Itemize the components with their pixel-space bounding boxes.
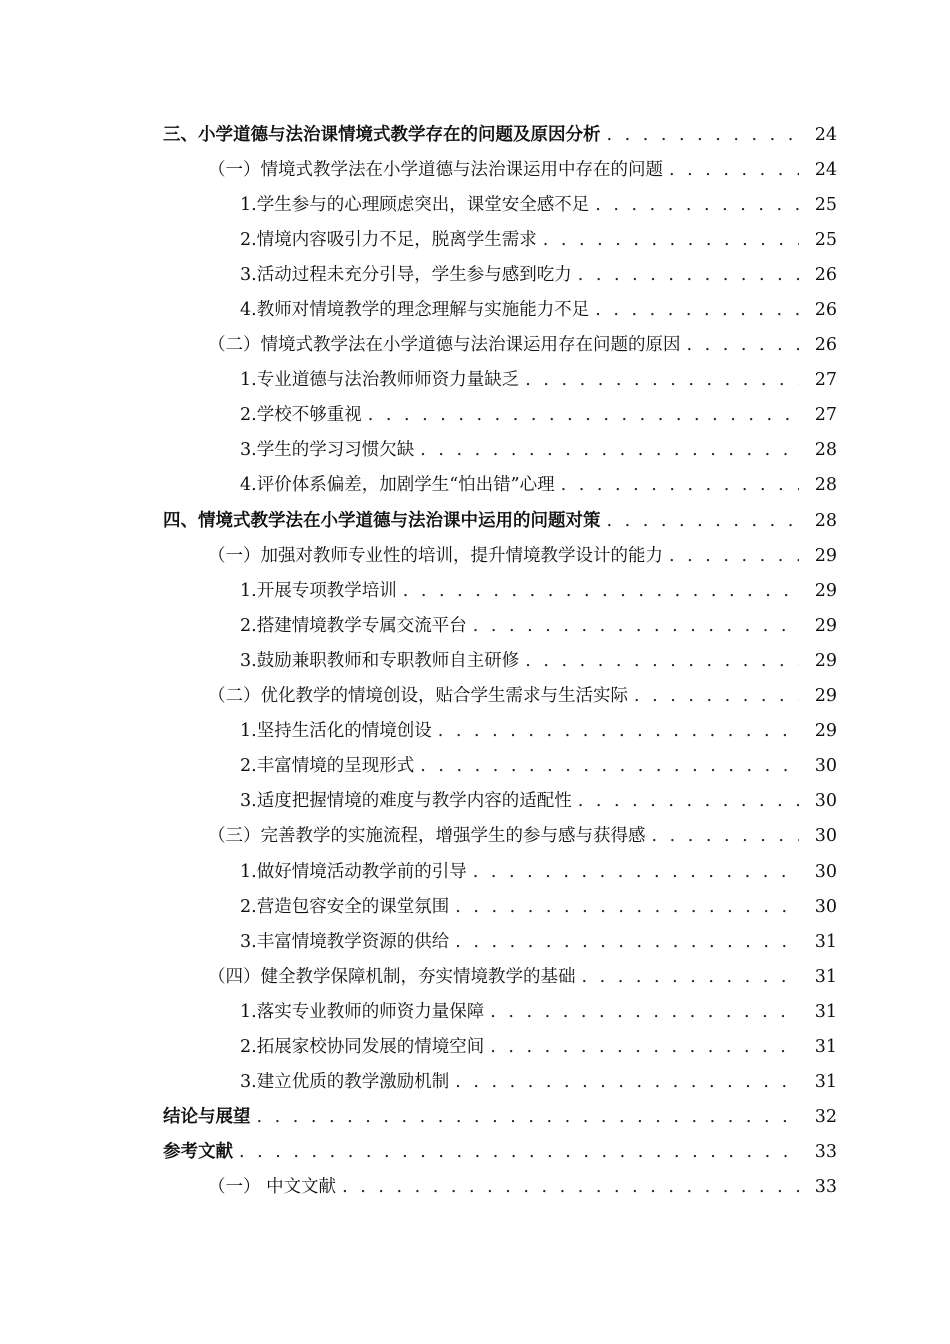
- toc-entry-title: 结论与展望: [163, 1107, 251, 1128]
- toc-entry-title: （一）情境式教学法在小学道德与法治课运用中存在的问题: [208, 159, 663, 180]
- toc-entry[interactable]: [0, 573, 950, 608]
- toc-dot-leader: [595, 195, 799, 215]
- toc-dot-leader: [525, 370, 799, 390]
- table-of-contents: [0, 117, 950, 1205]
- toc-dot-leader: [420, 440, 799, 460]
- toc-entry[interactable]: [0, 608, 950, 643]
- toc-dot-leader: [669, 546, 799, 566]
- toc-dot-leader: [490, 1037, 799, 1057]
- toc-entry-title: 4.教师对情境教学的理念理解与实施能力不足: [240, 300, 590, 321]
- toc-entry-title: 3.活动过程未充分引导，学生参与感到吃力: [240, 264, 572, 285]
- toc-entry[interactable]: [0, 222, 950, 257]
- toc-entry[interactable]: [0, 292, 950, 327]
- toc-entry[interactable]: [0, 503, 950, 538]
- toc-entry-page-number: 31: [814, 1072, 837, 1093]
- toc-dot-leader: [455, 1072, 799, 1092]
- toc-entry[interactable]: [0, 398, 950, 433]
- toc-dot-leader: [403, 581, 799, 601]
- toc-entry-title: 三、小学道德与法治课情境式教学存在的问题及原因分析: [163, 124, 601, 145]
- toc-entry-page-number: 27: [814, 370, 837, 391]
- toc-entry-page-number: 24: [814, 124, 837, 145]
- toc-dot-leader: [239, 1142, 799, 1162]
- toc-entry[interactable]: [0, 468, 950, 503]
- toc-entry-title: （四）健全教学保障机制，夯实情境教学的基础: [208, 966, 576, 987]
- toc-entry-title: 参考文献: [163, 1142, 233, 1163]
- toc-entry-page-number: 29: [814, 580, 837, 601]
- toc-entry-page-number: 25: [814, 194, 837, 215]
- toc-entry[interactable]: [0, 1065, 950, 1100]
- toc-dot-leader: [561, 475, 799, 495]
- toc-entry[interactable]: [0, 854, 950, 889]
- toc-entry[interactable]: [0, 1135, 950, 1170]
- toc-entry-title: 1.做好情境活动教学前的引导: [240, 861, 467, 882]
- toc-entry-page-number: 27: [814, 405, 837, 426]
- toc-entry[interactable]: [0, 889, 950, 924]
- toc-entry-page-number: 29: [814, 615, 837, 636]
- toc-entry-page-number: 32: [814, 1107, 837, 1128]
- toc-entry-title: 2.搭建情境教学专属交流平台: [240, 615, 467, 636]
- toc-entry[interactable]: [0, 643, 950, 678]
- toc-dot-leader: [607, 511, 800, 531]
- toc-entry-page-number: 29: [814, 686, 837, 707]
- toc-entry-page-number: 24: [814, 159, 837, 180]
- toc-dot-leader: [438, 721, 799, 741]
- toc-entry-title: 3.适度把握情境的难度与教学内容的适配性: [240, 791, 572, 812]
- toc-entry-title: 2.拓展家校协同发展的情境空间: [240, 1036, 485, 1057]
- toc-entry-page-number: 29: [814, 650, 837, 671]
- toc-entry-title: 1.落实专业教师的师资力量保障: [240, 1001, 485, 1022]
- toc-dot-leader: [543, 230, 799, 250]
- toc-dot-leader: [652, 826, 800, 846]
- toc-entry-page-number: 30: [814, 826, 837, 847]
- toc-entry[interactable]: [0, 819, 950, 854]
- toc-entry-page-number: 30: [814, 791, 837, 812]
- toc-entry[interactable]: [0, 924, 950, 959]
- toc-entry-title: 3.建立优质的教学激励机制: [240, 1072, 450, 1093]
- toc-entry-title: 3.学生的学习习惯欠缺: [240, 440, 415, 461]
- toc-dot-leader: [490, 1002, 799, 1022]
- toc-entry-title: 1.专业道德与法治教师师资力量缺乏: [240, 370, 520, 391]
- toc-entry-page-number: 26: [814, 264, 837, 285]
- toc-entry[interactable]: [0, 784, 950, 819]
- toc-dot-leader: [420, 756, 799, 776]
- toc-entry-title: 四、情境式教学法在小学道德与法治课中运用的问题对策: [163, 510, 601, 531]
- toc-entry[interactable]: [0, 994, 950, 1029]
- toc-dot-leader: [595, 300, 799, 320]
- toc-dot-leader: [578, 791, 799, 811]
- toc-dot-leader: [578, 265, 799, 285]
- toc-entry[interactable]: [0, 749, 950, 784]
- toc-entry-title: 4.评价体系偏差，加剧学生“怕出错”心理: [240, 475, 555, 496]
- toc-dot-leader: [368, 405, 799, 425]
- toc-entry-title: 3.鼓励兼职教师和专职教师自主研修: [240, 650, 520, 671]
- toc-entry-page-number: 31: [814, 1036, 837, 1057]
- toc-entry-page-number: 26: [814, 335, 837, 356]
- toc-entry-title: （二）情境式教学法在小学道德与法治课运用存在问题的原因: [208, 335, 681, 356]
- toc-dot-leader: [634, 686, 799, 706]
- toc-entry-title: （三）完善教学的实施流程，增强学生的参与感与获得感: [208, 826, 646, 847]
- toc-entry-title: 2.丰富情境的呈现形式: [240, 756, 415, 777]
- toc-entry-title: （一） 中文文献: [208, 1177, 337, 1198]
- toc-entry[interactable]: [0, 1170, 950, 1205]
- toc-entry-title: 2.情境内容吸引力不足，脱离学生需求: [240, 229, 537, 250]
- toc-entry[interactable]: [0, 714, 950, 749]
- toc-entry[interactable]: [0, 363, 950, 398]
- toc-dot-leader: [582, 967, 800, 987]
- toc-dot-leader: [455, 897, 799, 917]
- toc-entry[interactable]: [0, 1029, 950, 1064]
- toc-dot-leader: [455, 932, 799, 952]
- toc-entry-page-number: 29: [814, 545, 837, 566]
- toc-entry[interactable]: [0, 1100, 950, 1135]
- toc-entry[interactable]: [0, 328, 950, 363]
- toc-entry-title: 2.学校不够重视: [240, 405, 362, 426]
- toc-entry-page-number: 28: [814, 475, 837, 496]
- toc-dot-leader: [525, 651, 799, 671]
- toc-entry-page-number: 28: [814, 440, 837, 461]
- toc-dot-leader: [473, 862, 799, 882]
- toc-entry-title: 1.坚持生活化的情境创设: [240, 721, 432, 742]
- toc-entry-title: 1.开展专项教学培训: [240, 580, 397, 601]
- toc-entry-page-number: 29: [814, 721, 837, 742]
- toc-entry-page-number: 28: [814, 510, 837, 531]
- toc-entry-page-number: 30: [814, 861, 837, 882]
- toc-dot-leader: [257, 1107, 800, 1127]
- toc-entry-title: （二）优化教学的情境创设，贴合学生需求与生活实际: [208, 686, 628, 707]
- toc-entry-title: 1.学生参与的心理顾虑突出，课堂安全感不足: [240, 194, 590, 215]
- toc-entry[interactable]: [0, 117, 950, 152]
- toc-dot-leader: [607, 125, 800, 145]
- toc-entry[interactable]: [0, 433, 950, 468]
- toc-entry[interactable]: [0, 959, 950, 994]
- toc-entry-title: 2.营造包容安全的课堂氛围: [240, 896, 450, 917]
- toc-dot-leader: [342, 1177, 799, 1197]
- toc-entry-title: 3.丰富情境教学资源的供给: [240, 931, 450, 952]
- toc-entry-page-number: 30: [814, 896, 837, 917]
- toc-entry-page-number: 26: [814, 300, 837, 321]
- toc-entry[interactable]: [0, 152, 950, 187]
- toc-dot-leader: [687, 335, 800, 355]
- toc-entry-page-number: 30: [814, 756, 837, 777]
- toc-entry[interactable]: [0, 679, 950, 714]
- toc-entry-page-number: 25: [814, 229, 837, 250]
- toc-entry[interactable]: [0, 538, 950, 573]
- toc-entry-title: （一）加强对教师专业性的培训，提升情境教学设计的能力: [208, 545, 663, 566]
- toc-entry-page-number: 31: [814, 1001, 837, 1022]
- toc-dot-leader: [473, 616, 799, 636]
- toc-entry-page-number: 33: [814, 1142, 837, 1163]
- toc-entry-page-number: 33: [814, 1177, 837, 1198]
- toc-entry-page-number: 31: [814, 966, 837, 987]
- toc-entry[interactable]: [0, 187, 950, 222]
- toc-dot-leader: [669, 160, 799, 180]
- toc-entry-page-number: 31: [814, 931, 837, 952]
- toc-entry[interactable]: [0, 257, 950, 292]
